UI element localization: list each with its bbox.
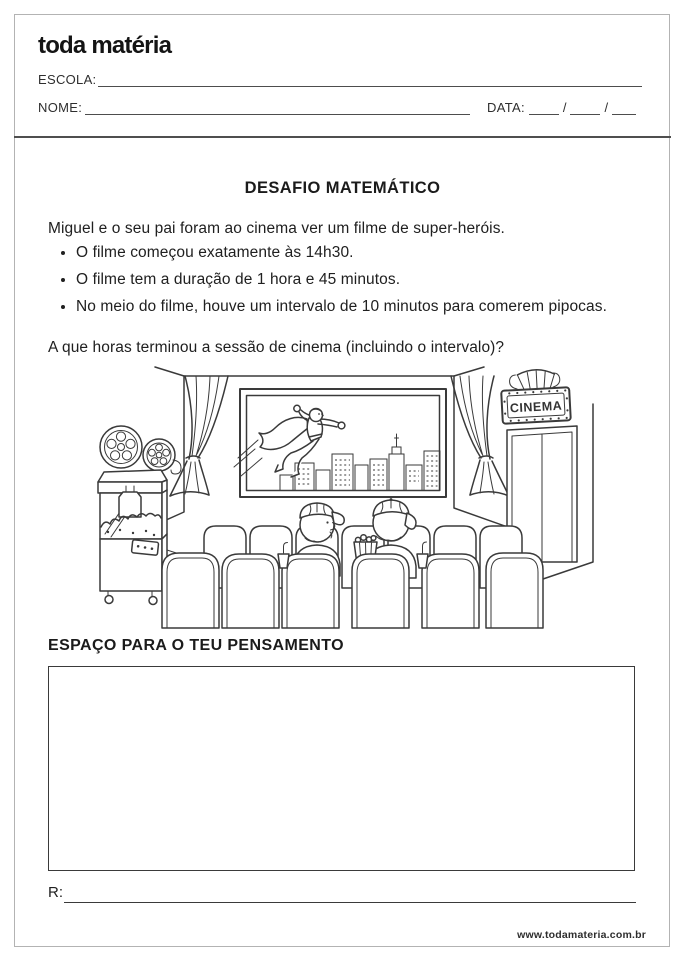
right-curtain [451, 376, 509, 496]
date-day-line[interactable] [529, 100, 559, 115]
date-row [487, 100, 636, 115]
date-month-line[interactable] [570, 100, 600, 115]
answer-label: R: [48, 884, 63, 901]
cinema-sign [500, 368, 571, 424]
workspace-heading: ESPAÇO PARA O TEU PENSAMENTO [48, 637, 344, 654]
name-label: NOME: [38, 100, 83, 115]
header-divider [14, 136, 671, 138]
front-seat-row [162, 553, 543, 628]
answer-input-line[interactable] [64, 888, 636, 903]
problem-question: A que horas terminou a sessão de cinema (incluindo o intervalo)? [48, 339, 505, 356]
bullet-item: • No meio do filme, houve um intervalo de 10 minutos para comerem pipocas. [76, 297, 616, 317]
name-input-line[interactable] [85, 101, 470, 115]
problem-bullets [60, 243, 616, 324]
date-year-line[interactable] [612, 100, 636, 115]
cinema-sign-text: CINEMA [509, 398, 563, 416]
left-curtain [170, 376, 228, 496]
city-skyline [280, 434, 440, 491]
worksheet-title: DESAFIO MATEMÁTICO [244, 179, 441, 197]
brand-logo: toda matéria [38, 32, 172, 59]
school-label: ESCOLA: [38, 72, 97, 87]
workspace-box[interactable] [48, 666, 635, 871]
bullet-item: • O filme começou exatamente às 14h30. [76, 243, 616, 263]
date-slash: / [562, 100, 567, 115]
date-slash: / [604, 100, 609, 115]
superhero [234, 405, 345, 477]
bullet-item: • O filme tem a duração de 1 hora e 45 minutos. [76, 270, 616, 290]
footer-website: www.todamateria.com.br [517, 929, 646, 941]
cinema-illustration [88, 366, 600, 629]
school-input-line[interactable] [98, 73, 642, 87]
film-reels-icon [100, 426, 181, 474]
date-label: DATA: [487, 100, 525, 115]
problem-intro: Miguel e o seu pai foram ao cinema ver um filme de super-heróis. [48, 220, 505, 237]
